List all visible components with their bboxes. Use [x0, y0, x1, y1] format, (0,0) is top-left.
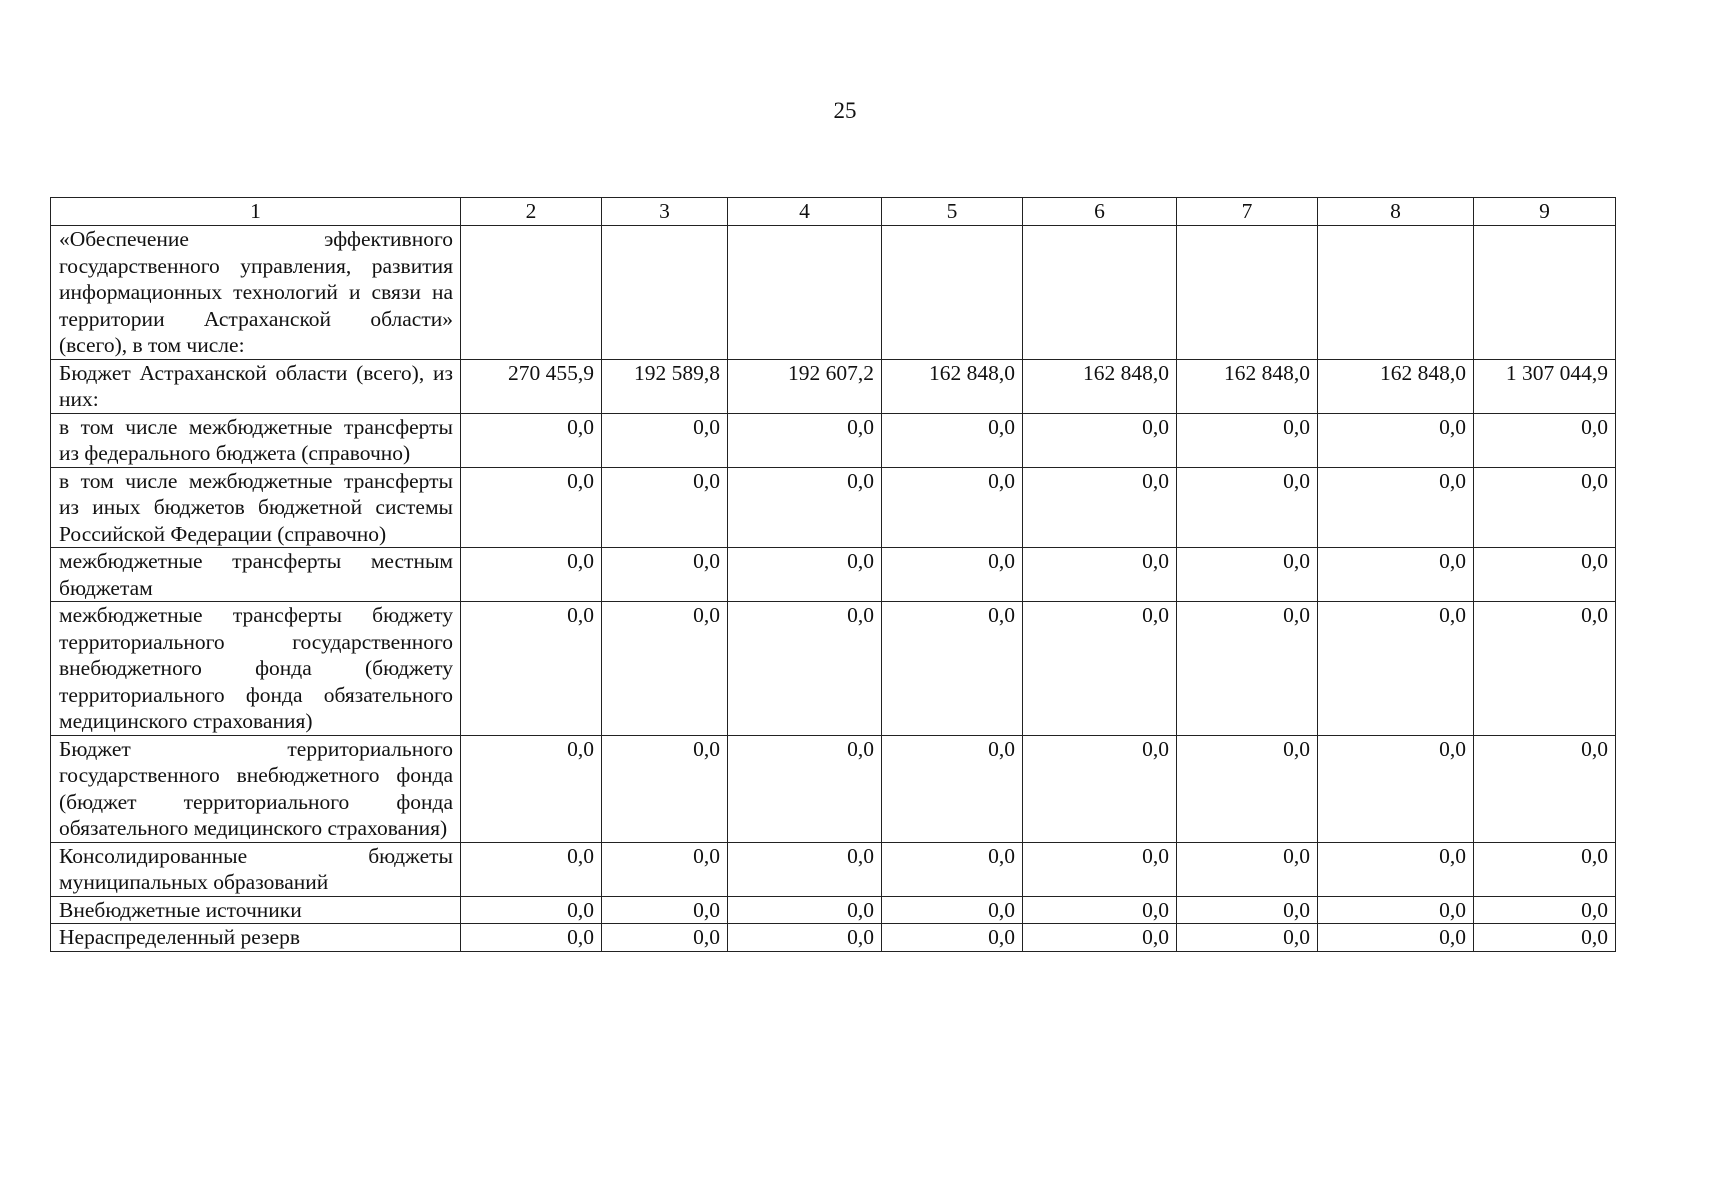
table-cell: 0,0 [728, 413, 882, 467]
table-cell [728, 226, 882, 360]
table-cell: 0,0 [1177, 602, 1318, 736]
table-cell: 0,0 [461, 602, 602, 736]
column-number-header: 2 [461, 198, 602, 226]
table-cell: 0,0 [1318, 467, 1474, 548]
table-cell: 0,0 [1023, 896, 1177, 924]
table-cell [602, 226, 728, 360]
column-number-row [51, 198, 1616, 226]
table-cell: 0,0 [602, 896, 728, 924]
table-cell: 270 455,9 [461, 359, 602, 413]
table-cell: 0,0 [882, 735, 1023, 842]
table-row [51, 359, 1616, 413]
table-cell: 0,0 [1023, 413, 1177, 467]
table-cell: 0,0 [882, 467, 1023, 548]
table-cell: 0,0 [1023, 602, 1177, 736]
table-cell: 162 848,0 [882, 359, 1023, 413]
table-cell: 0,0 [461, 896, 602, 924]
table-cell: 0,0 [602, 842, 728, 896]
table-cell: 0,0 [461, 842, 602, 896]
row-label: в том числе межбюджетные трансферты из иных бюджетов бюджетной системы Российской Федерации (справочно) [51, 467, 461, 548]
column-number-header: 7 [1177, 198, 1318, 226]
table-row [51, 735, 1616, 842]
table-cell: 0,0 [1474, 413, 1616, 467]
table-cell: 162 848,0 [1177, 359, 1318, 413]
table-cell: 0,0 [1474, 735, 1616, 842]
table-cell: 1 307 044,9 [1474, 359, 1616, 413]
table-cell: 0,0 [1318, 413, 1474, 467]
table-cell [1318, 226, 1474, 360]
table-cell: 0,0 [1474, 842, 1616, 896]
table-cell [1023, 226, 1177, 360]
column-number-header: 5 [882, 198, 1023, 226]
column-number-header: 3 [602, 198, 728, 226]
row-label: «Обеспечение эффективного государственного управления, развития информационных технологий и связи на территории Астраханской области» (всего), в том числе: [51, 226, 461, 360]
budget-table [50, 197, 1616, 952]
column-number-header: 1 [51, 198, 461, 226]
table-cell: 0,0 [1318, 548, 1474, 602]
table-cell: 0,0 [1318, 602, 1474, 736]
table-cell: 0,0 [1474, 467, 1616, 548]
table-cell: 0,0 [728, 896, 882, 924]
table-cell: 0,0 [461, 548, 602, 602]
table-cell: 0,0 [882, 413, 1023, 467]
row-label: Бюджет территориального государственного внебюджетного фонда (бюджет территориального фонда обязательного медицинского страхования) [51, 735, 461, 842]
table-cell: 0,0 [882, 842, 1023, 896]
table-cell: 0,0 [882, 896, 1023, 924]
table-cell: 0,0 [1023, 467, 1177, 548]
table-cell: 0,0 [1474, 548, 1616, 602]
table-cell: 0,0 [1474, 896, 1616, 924]
row-label: межбюджетные трансферты бюджету территориального государственного внебюджетного фонда (бюджету территориального фонда обязательного медицинского страхования) [51, 602, 461, 736]
table-cell: 0,0 [1474, 924, 1616, 952]
table-row [51, 548, 1616, 602]
table-cell: 162 848,0 [1318, 359, 1474, 413]
table-cell: 162 848,0 [1023, 359, 1177, 413]
table-row [51, 226, 1616, 360]
table-cell: 0,0 [1177, 735, 1318, 842]
table-cell: 0,0 [882, 924, 1023, 952]
table-cell: 0,0 [1023, 924, 1177, 952]
table-cell: 0,0 [602, 924, 728, 952]
table-cell: 0,0 [602, 413, 728, 467]
table-cell: 0,0 [602, 548, 728, 602]
table-row [51, 842, 1616, 896]
table-cell: 192 589,8 [602, 359, 728, 413]
table-cell [882, 226, 1023, 360]
row-label: в том числе межбюджетные трансферты из федерального бюджета (справочно) [51, 413, 461, 467]
table-cell: 0,0 [728, 548, 882, 602]
row-label: Бюджет Астраханской области (всего), из них: [51, 359, 461, 413]
row-label: Консолидированные бюджеты муниципальных образований [51, 842, 461, 896]
row-label: межбюджетные трансферты местным бюджетам [51, 548, 461, 602]
row-label: Нераспределенный резерв [51, 924, 461, 952]
column-number-header: 6 [1023, 198, 1177, 226]
table-cell: 0,0 [602, 735, 728, 842]
table-cell: 0,0 [728, 924, 882, 952]
column-number-header: 4 [728, 198, 882, 226]
table-cell: 0,0 [1318, 735, 1474, 842]
table-row [51, 602, 1616, 736]
table-row [51, 413, 1616, 467]
table-cell: 0,0 [461, 467, 602, 548]
table-cell: 0,0 [1023, 735, 1177, 842]
table-cell [461, 226, 602, 360]
row-label: Внебюджетные источники [51, 896, 461, 924]
table-cell: 0,0 [1177, 548, 1318, 602]
table-cell: 0,0 [1318, 896, 1474, 924]
table-cell: 0,0 [602, 467, 728, 548]
table-cell: 0,0 [461, 924, 602, 952]
table-row [51, 924, 1616, 952]
table-cell: 0,0 [602, 602, 728, 736]
table-cell: 192 607,2 [728, 359, 882, 413]
table-cell: 0,0 [1023, 842, 1177, 896]
table-cell: 0,0 [1177, 924, 1318, 952]
table-cell: 0,0 [728, 467, 882, 548]
table-cell: 0,0 [1177, 467, 1318, 548]
table-cell: 0,0 [1177, 842, 1318, 896]
page-number: 25 [833, 98, 857, 123]
table-cell: 0,0 [728, 602, 882, 736]
table-row [51, 896, 1616, 924]
table-cell: 0,0 [461, 735, 602, 842]
table-cell: 0,0 [461, 413, 602, 467]
table-cell: 0,0 [728, 735, 882, 842]
table-cell: 0,0 [882, 602, 1023, 736]
table-cell: 0,0 [1177, 413, 1318, 467]
table-cell: 0,0 [1023, 548, 1177, 602]
table-cell: 0,0 [1177, 896, 1318, 924]
table-cell: 0,0 [1318, 924, 1474, 952]
table-row [51, 467, 1616, 548]
table-cell: 0,0 [728, 842, 882, 896]
table-cell [1177, 226, 1318, 360]
table-cell: 0,0 [882, 548, 1023, 602]
table-cell: 0,0 [1318, 842, 1474, 896]
table-cell: 0,0 [1474, 602, 1616, 736]
table-cell [1474, 226, 1616, 360]
column-number-header: 9 [1474, 198, 1616, 226]
column-number-header: 8 [1318, 198, 1474, 226]
